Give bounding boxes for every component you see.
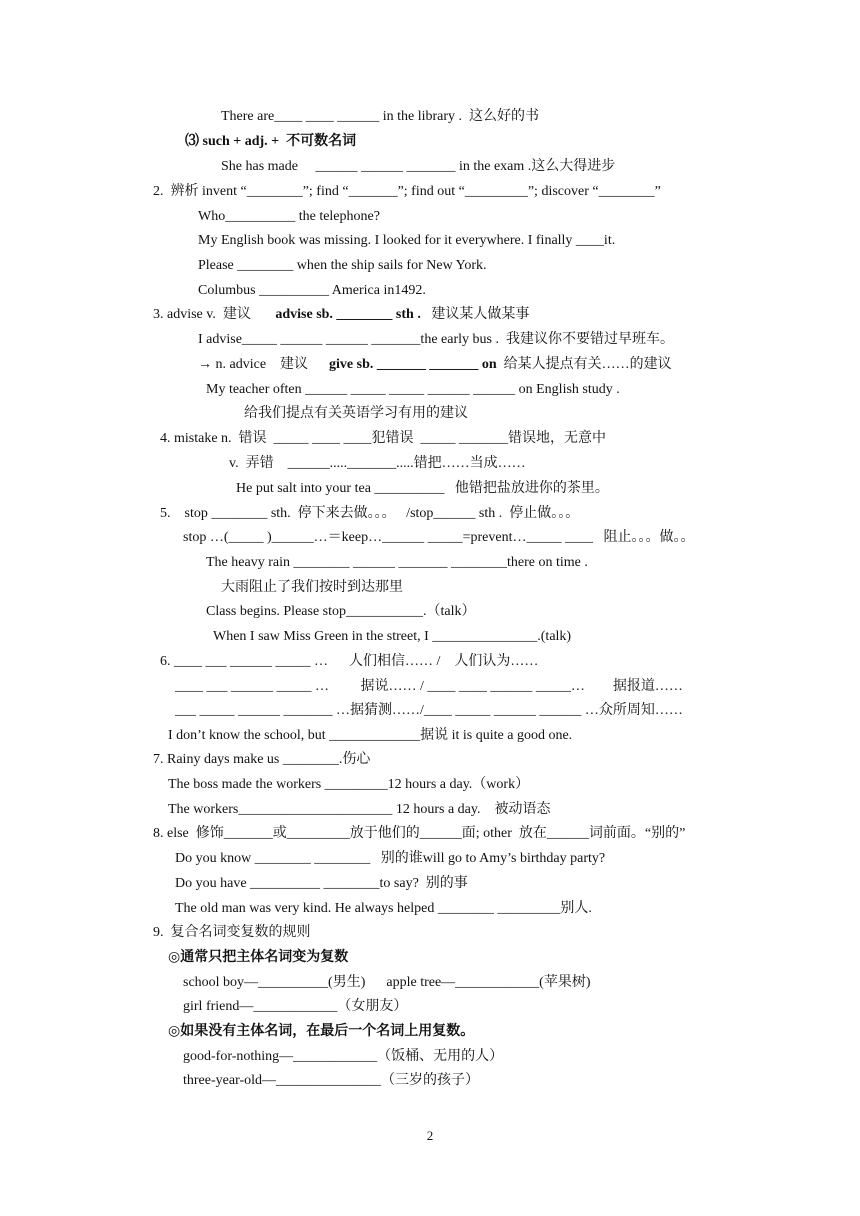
line-text: There are____ ____ ______ in the library . 这么好的书 [221,109,540,124]
text-line [221,108,539,126]
text-line [229,455,526,473]
line-text: 给我们提点有关英语学习有用的建议 [244,406,468,421]
text-line [206,603,476,621]
text-line [175,678,683,696]
line-text: 8. else 修饰_______或_________放于他们的______面; other 放在______词前面。“别的” [153,826,686,841]
text-line [183,1072,479,1090]
line-text: The boss made the workers _________12 hours a day.（work） [168,777,530,792]
text-line [153,751,370,769]
line-text: 2. 辨析 invent “________”; find “_______”; find out “_________”; discover “________” [153,184,661,199]
line-text: I advise_____ ______ ______ _______the early bus . 我建议你不要错过早班车。 [198,332,674,347]
line-text: Class begins. Please stop___________.（talk） [206,604,476,619]
text-line [183,974,591,992]
text-line [175,702,683,720]
line-text: When I saw Miss Green in the street, I _______________.(talk) [213,629,572,644]
text-line [168,1023,474,1041]
text-line [183,1048,503,1066]
line-text: 5. stop ________ sth. 停下来去做。。。 /stop______ sth . 停止做。。。 [160,506,580,521]
text-line [206,381,620,399]
text-line [168,776,529,794]
line-text: Do you have __________ ________to say? 别的事 [175,876,468,891]
text-line [153,183,661,201]
line-text: ⑶ such + adj. + 不可数名词 [185,134,357,149]
text-line [168,801,551,819]
line-text: three-year-old—_______________（三岁的孩子） [183,1073,480,1088]
line-text: girl friend—____________（女朋友） [183,999,408,1014]
text-line [185,133,356,151]
line-text: ___ _____ ______ _______ …据猜测……/____ _____ ______ ______ …众所周知…… [175,703,683,718]
text-line [183,998,407,1016]
text-line [198,331,674,349]
line-text: Columbus __________ America in1492. [198,283,426,298]
text-line [198,282,426,300]
text-line [221,158,615,176]
text-line [244,405,468,423]
text-line [198,257,487,275]
line-text: He put salt into your tea __________ 他错把盐放进你的茶里。 [236,481,609,496]
line-text: 大雨阻止了我们按时到达那里 [221,580,403,595]
text-line [160,653,538,671]
line-text: v. 弄错 ______....._______.....错把……当成…… [229,456,526,471]
text-line [168,727,572,745]
text-line [213,628,571,646]
line-text: My English book was missing. I looked for it everywhere. I finally ____it. [198,233,616,248]
line-text: My teacher often ______ _____ _____ ______ ______ on English study . [206,382,620,397]
line-text: 给某人提点有关……的建议 [496,357,672,372]
text-line [198,232,615,250]
line-text: stop …(_____ )______…＝keep…______ _____=prevent…_____ ____ 阻止。。。做。。 [183,530,695,545]
line-text-bold: give sb. _______ _______ on [329,357,497,372]
line-text: school boy—__________(男生) apple tree—____________(苹果树) [183,975,591,990]
line-text: The heavy rain ________ ______ _______ ________there on time . [206,555,588,570]
text-line [153,825,685,843]
text-line [160,505,579,523]
text-line [175,850,605,868]
line-text: → n. advice 建议 [198,357,330,372]
line-text: 7. Rainy days make us ________.伤心 [153,752,371,767]
line-text: I don’t know the school, but _____________据说 it is quite a good one. [168,728,573,743]
line-text: Please ________ when the ship sails for New York. [198,258,487,273]
line-text-bold: advise sb. ________ sth . [275,307,421,322]
line-text: 建议某人做某事 [420,307,530,322]
line-text: She has made ______ ______ _______ in the exam .这么大得进步 [221,159,616,174]
line-text-bold: ◎通常只把主体名词变为复数 [168,950,349,965]
text-line [168,949,348,967]
line-text: Do you know ________ ________ 别的谁will go to Amy’s birthday party? [175,851,606,866]
line-text: 6. ____ ___ ______ _____ … 人们相信…… / 人们认为…… [160,654,539,669]
text-line [183,529,694,547]
line-text: 4. mistake n. 错误 _____ ____ ____犯错误 _____ _______错误地，无意中 [160,431,607,446]
line-text: Who__________ the telephone? [198,209,380,224]
line-text: The old man was very kind. He always helped ________ _________别人. [175,901,592,916]
text-line [175,875,468,893]
text-line [198,208,380,226]
line-text: The workers______________________ 12 hours a day. 被动语态 [168,802,551,817]
text-line [153,924,311,942]
line-text: good-for-nothing—____________（饭桶、无用的人） [183,1049,504,1064]
text-line [175,900,592,918]
line-text: 9. 复合名词变复数的规则 [153,925,311,940]
text-line [160,430,606,448]
page-number: 2 [426,1128,434,1143]
line-text: ____ ___ ______ _____ … 据说…… / ____ ____ ______ _____… 据报道…… [175,679,683,694]
line-text-bold: ◎如果没有主体名词，在最后一个名词上用复数。 [168,1024,475,1039]
text-line [221,579,403,597]
text-line [206,554,588,572]
line-text: 3. advise v. 建议 [153,307,276,322]
text-line [153,306,529,324]
text-line [236,480,609,498]
text-line [198,356,672,374]
